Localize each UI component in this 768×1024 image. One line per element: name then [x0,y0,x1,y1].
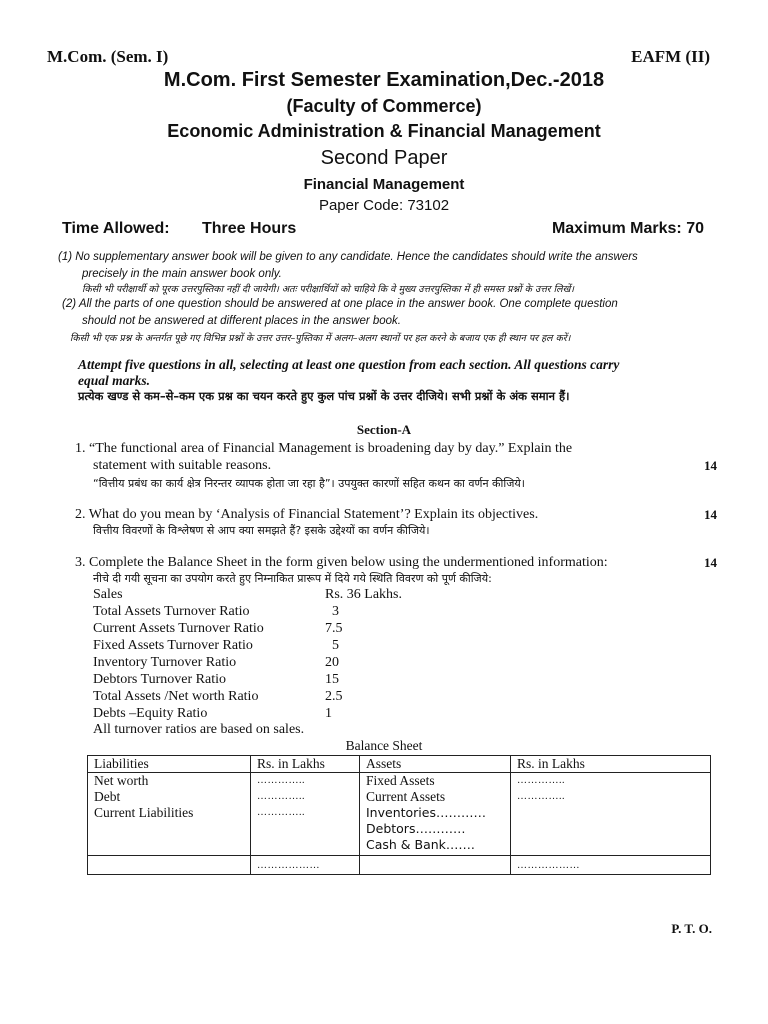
assets-total-cell [511,856,711,875]
info-label: Fixed Assets Turnover Ratio [93,638,253,653]
blank-amount: ………….. [517,791,565,802]
liabilities-total-cell [251,856,360,875]
pto-footer: P. T. O. [671,921,712,936]
balance-sheet-table [87,755,711,875]
attempt-instruction-line-1: Attempt five questions in all, selecting at least one question from each section. All questions carry [78,357,620,372]
faculty-title: (Faculty of Commerce) [286,96,482,116]
info-label: Debts –Equity Ratio [93,706,208,721]
info-label: Debtors Turnover Ratio [93,672,226,687]
asset-item: Fixed Assets [366,773,435,788]
note-1-line-1: (1) No supplementary answer book will be given to any candidate. Hence the candidates should write the answers [58,251,638,263]
assets-amount-cell [511,773,711,856]
question-2-line-1: 2. What do you mean by ‘Analysis of Financial Statement’? Explain its objectives. [75,507,539,522]
time-allowed-label: Time Allowed: [62,220,170,237]
balance-sheet-caption: Balance Sheet [345,738,423,753]
question-1-line-1: 1. “The functional area of Financial Management is broadening day by day.” Explain the [75,441,573,456]
info-value: 2.5 [325,689,343,704]
liability-item: Net worth [94,773,149,788]
liabilities-amount-cell [251,773,360,856]
section-a-heading: Section-A [356,422,412,437]
note-2-line-2: should not be answered at different places in the answer book. [82,315,402,327]
total-blank-cell [360,856,511,875]
maximum-marks: Maximum Marks: 70 [551,220,704,237]
info-label: Current Assets Turnover Ratio [93,621,264,636]
asset-item: Cash & Bank……. [366,837,475,852]
blank-total: ……………… [257,860,320,871]
info-label: Total Assets Turnover Ratio [93,604,250,619]
info-label: Sales [93,587,123,602]
table-header-row [88,756,711,773]
info-label: Inventory Turnover Ratio [93,655,237,670]
liability-item: Current Liabilities [94,805,194,820]
exam-title: M.Com. First Semester Examination,Dec.-2018 [163,69,605,91]
header-assets: Assets [360,756,511,773]
asset-item: Current Assets [366,789,446,804]
info-value: 1 [325,706,332,721]
blank-amount: ………….. [257,807,305,818]
info-value: 7.5 [325,621,343,636]
attempt-instruction-hindi: प्रत्येक खण्ड से कम–से–कम एक प्रश्न का चयन करते हुए कुल पांच प्रश्नों के उत्तर दीजिये। सभी प्रश्नों के अंक समान हैं। [78,389,570,403]
paper-code: Paper Code: 73102 [318,197,450,214]
question-1-line-2: statement with suitable reasons. [93,458,272,473]
course-label: M.Com. (Sem. I) [47,47,169,66]
paper-name: Financial Management [303,176,465,193]
blank-amount: ………….. [257,791,305,802]
info-value: 3 [332,604,339,619]
note-1-line-2: precisely in the main answer book only. [82,268,282,280]
info-label: Total Assets /Net worth Ratio [93,689,259,704]
paper-number: Second Paper [320,147,448,169]
info-value: 15 [325,672,339,687]
question-2-hindi: वित्तीय विवरणों के विश्लेषण से आप क्या समझते हैं? इसके उद्देश्यों का वर्णन कीजिये। [93,524,430,537]
header-liabilities: Liabilities [88,756,251,773]
note-2-hindi: किसी भी एक प्रश्न के अन्तर्गत पूछे गए विभिन्न प्रश्नों के उत्तर उत्तर–पुस्तिका में अलग–अलग स्थानों पर हल करने के बजाय एक ही स्थान पर हल करें। [70,333,571,344]
header-rs-in-lakhs: Rs. in Lakhs [511,756,711,773]
assets-cell [360,773,511,856]
total-blank-cell [88,856,251,875]
blank-amount: ………….. [517,775,565,786]
table-body-row [88,773,711,856]
asset-item: Debtors………… [366,821,466,836]
question-2-marks: 14 [704,507,717,522]
question-3-marks: 14 [704,555,717,570]
note-2-line-1: (2) All the parts of one question should be answered at one place in the answer book. One complete question [62,298,618,310]
paper-code-label: EAFM (II) [631,47,710,66]
info-value: 20 [325,655,339,670]
question-3-hindi: नीचे दी गयी सूचना का उपयोग करते हुए निम्नाकित प्रारूप में दिये गये स्थिति विवरण को पूर्ण कीजिये: [93,572,492,585]
question-1-hindi: “वित्तीय प्रबंध का कार्य क्षेत्र निरन्तर व्यापक होता जा रहा है”। उपयुक्त कारणों सहित कथन का वर्णन कीजिये। [93,477,525,490]
blank-total: ……………… [517,860,580,871]
blank-amount: ………….. [257,775,305,786]
question-3-line-1: 3. Complete the Balance Sheet in the form given below using the undermentioned information: [75,555,608,570]
liability-item: Debt [94,789,121,804]
info-value: Rs. 36 Lakhs. [325,587,402,602]
asset-item: Inventories………… [366,805,486,820]
info-note: All turnover ratios are based on sales. [93,722,305,737]
attempt-instruction-line-2: equal marks. [78,373,151,388]
question-1-marks: 14 [704,458,717,473]
table-total-row [88,856,711,875]
subject-title: Economic Administration & Financial Management [167,121,601,141]
liabilities-cell [88,773,251,856]
info-value: 5 [332,638,339,653]
header-rs-in-lakhs: Rs. in Lakhs [251,756,360,773]
time-allowed-value: Three Hours [202,220,297,237]
note-1-hindi: किसी भी परीक्षार्थी को पूरक उत्तरपुस्तिका नहीं दी जायेगी। अतः परीक्षार्थियों को चाहिये कि वे मुख्य उत्तरपुस्तिका में ही समस्त प्रश्नों के उत्तर लिखें। [82,284,574,295]
